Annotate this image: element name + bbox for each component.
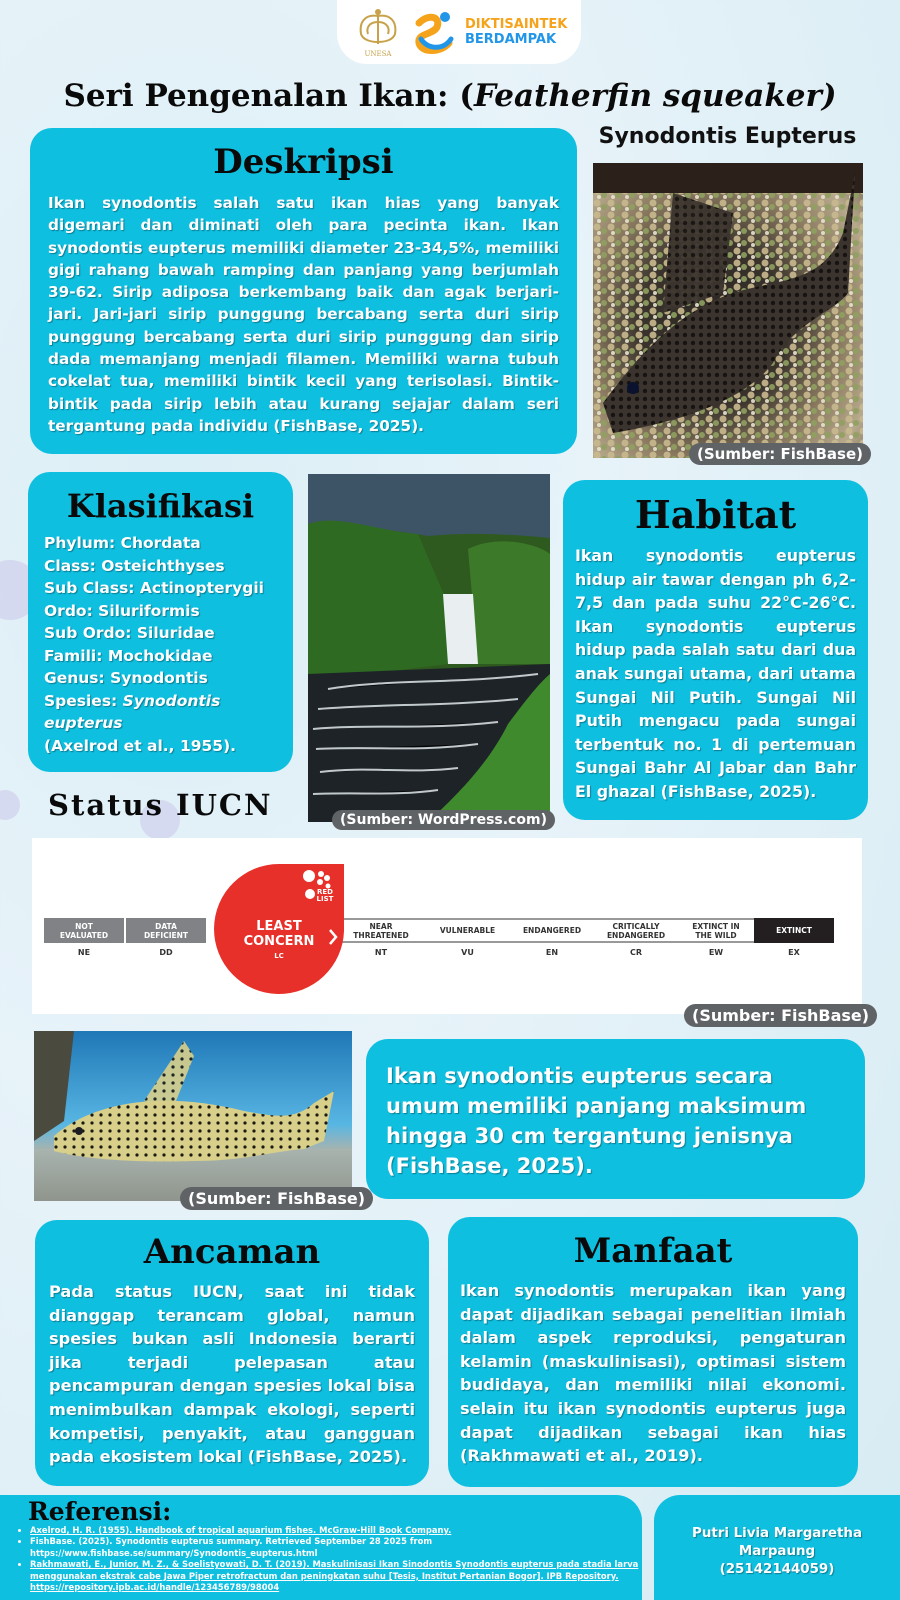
unesa-label: UNESA: [364, 50, 392, 58]
species-value: Synodontis eupterus: [44, 691, 221, 732]
iucn-code-ex: EX: [788, 948, 800, 957]
waterfall-photo: [308, 474, 550, 822]
page-title: [0, 78, 900, 114]
reference-text[interactable]: Rakhmawati, E., Junior, M. Z., & Soelistyowati, D. T. (2019). Maskulinisasi Ikan Sinodontis Synodontis eupterus pada stadia larva menggunakan ekstrak cabe Jawa Piper retrofractum dan peningkatan suhu [Tesis, Institut Pertanian Bogor]. IPB Repository. https://repository.ipb.ac.id/handle/123456789/98004: [30, 1559, 639, 1593]
klasifikasi-item: Ordo: Siluriformis: [44, 601, 200, 620]
iucn-category-en: ENDANGERED: [510, 918, 594, 943]
iucn-category-cr: CRITICALLY ENDANGERED: [594, 918, 678, 943]
referensi-list: [30, 1525, 642, 1593]
iucn-category-ex: EXTINCT: [754, 918, 834, 943]
klasifikasi-item: Phylum: Chordata: [44, 534, 201, 552]
iucn-category-nt: NEAR THREATENED: [337, 918, 425, 943]
reference-text[interactable]: Axelrod, H. R. (1955). Handbook of tropical aquarium fishes. McGraw-Hill Book Company.: [30, 1525, 452, 1535]
ancaman-panel: [35, 1220, 429, 1486]
referensi-heading: Referensi:: [28, 1497, 172, 1526]
iucn-highlight-badge: [214, 864, 344, 998]
klasifikasi-species: [44, 690, 277, 735]
diktisaintek-line2: BERDAMPAK: [465, 32, 557, 47]
redlist-label-1: RED: [317, 888, 333, 896]
klasifikasi-item: Sub Ordo: Siluridae: [44, 624, 215, 642]
iucn-code-en: EN: [545, 948, 559, 957]
klasifikasi-item: Sub Class: Actinopterygii: [44, 579, 264, 597]
title-common-name: Featherfin squeaker): [473, 78, 837, 114]
redlist-label-2: LIST: [316, 895, 334, 903]
waterfall-photo-caption: (Sumber: WordPress.com): [332, 810, 555, 830]
author-name: Putri Livia Margaretha Marpaung: [692, 1526, 862, 1559]
iucn-category-ne: NOT EVALUATED: [44, 918, 124, 943]
klasifikasi-heading: Klasifikasi: [66, 487, 255, 525]
reference-item[interactable]: [30, 1559, 642, 1593]
reference-item[interactable]: [30, 1525, 642, 1536]
ancaman-heading: Ancaman: [143, 1232, 321, 1272]
manfaat-text: Ikan synodontis merupakan ikan yang dapat dijadikan sebagai penelitian ilmiah dalam aspek reproduksi, pengaturan kelamin (maskulinisasi), optimasi sistem budidaya, dan memiliki nilai ekonomi. selain itu ikan synodontis eupterus juga dapat dijadikan sebagai ikan hias (Rakhmawati et al., 2019).: [460, 1281, 846, 1466]
klasifikasi-item: Genus: Synodontis: [44, 669, 208, 687]
habitat-panel: [563, 480, 868, 820]
habitat-heading: Habitat: [634, 492, 797, 537]
decor-bubble: [0, 790, 20, 820]
reference-text[interactable]: FishBase. (2025). Synodontis eupterus summary. Retrieved September 28 2025 from https://www.fishbase.se/summary/Synodontis_eupterus.html: [30, 1536, 433, 1558]
logo-bar: [337, 0, 581, 64]
author-id: (25142144059): [719, 1562, 835, 1577]
ukuran-text: Ikan synodontis eupterus secara umum memiliki panjang maksimum hingga 30 cm tergantung jenisnya (FishBase, 2025).: [386, 1064, 807, 1178]
iucn-heading: Status IUCN: [48, 788, 273, 822]
author-panel: [654, 1495, 900, 1600]
iucn-code-ew: EW: [708, 948, 724, 957]
fish-photo-bottom: [34, 1031, 352, 1201]
ancaman-text: Pada status IUCN, saat ini tidak dianggap terancam global, namun spesies bukan asli Indonesia berarti jika terjadi pelepasan atau pencampuran dengan spesies lokal bisa menimbulkan dampak ekologi, seperti kompetisi, penyakit, atau gangguan pada ekosistem lokal (FishBase, 2025).: [49, 1282, 415, 1467]
fish-photo-top: [593, 163, 863, 458]
species-label: Spesies:: [44, 691, 123, 710]
iucn-code-cr: CR: [629, 948, 643, 957]
iucn-code-nt: NT: [374, 948, 388, 957]
deskripsi-text: Ikan synodontis salah satu ikan hias yang banyak digemari dan diminati oleh para pecinta ikan. Ikan synodontis eupterus memiliki diameter 23-34,5%, memiliki gigi rahang bawah ramping dan panjang yang berjumlah 39-62. Sirip adiposa berkembang baik dan agak berjari-jari. Jari-jari sirip punggung bercabang serta duri sirip punggung bercabang serta duri sirip punggung dan sirip dada memanjang menjadi filamen. Memiliki warna tubuh cokelat tua, memiliki bintik kecil yang terisolasi. Bintik-bintik pada sirip lebih atau kurang sejajar dalam seri tergantung pada individu (FishBase, 2025).: [48, 194, 559, 435]
least-concern-code: LC: [274, 952, 284, 960]
diktisaintek-logo-icon: [411, 9, 457, 55]
photo-top-caption: (Sumber: FishBase): [689, 443, 871, 465]
klasifikasi-citation: (Axelrod et al., 1955).: [44, 736, 237, 755]
iucn-code-dd: DD: [159, 948, 173, 957]
ukuran-panel: [366, 1039, 865, 1199]
habitat-text: Ikan synodontis eupterus hidup air tawar dengan ph 6,2-7,5 dan pada suhu 22°C-26°C. Ikan synodontis eupterus hidup pada salah satu dari dua anak sungai utama, dari utama Sungai Nil Putih. Sungai Nil Putih mengacu pada sungai terbentuk no. 1 di pertemuan Sungai Bahr Al Jabar dan Bahr El ghazal (FishBase, 2025).: [575, 546, 856, 801]
klasifikasi-item: Famili: Mochokidae: [44, 646, 213, 665]
iucn-status-chart: [32, 838, 862, 1014]
klasifikasi-item: Class: Osteichthyses: [44, 556, 225, 575]
deskripsi-heading: Deskripsi: [213, 142, 394, 182]
iucn-code-ne: NE: [77, 948, 91, 957]
manfaat-heading: Manfaat: [573, 1231, 733, 1271]
least-concern-line2: CONCERN: [243, 934, 315, 949]
klasifikasi-panel: [28, 472, 293, 772]
iucn-category-vu: VULNERABLE: [425, 918, 510, 943]
klasifikasi-list: [44, 532, 277, 757]
iucn-caption: (Sumber: FishBase): [684, 1004, 877, 1027]
deskripsi-panel: [30, 128, 577, 454]
reference-item[interactable]: [30, 1536, 642, 1559]
photo-bottom-caption: (Sumber: FishBase): [180, 1187, 373, 1210]
referensi-panel: [0, 1495, 642, 1600]
iucn-category-ew: EXTINCT IN THE WILD: [678, 918, 754, 943]
manfaat-panel: [448, 1217, 858, 1487]
iucn-code-vu: VU: [461, 948, 474, 957]
diktisaintek-line1: DIKTISAINTEK: [465, 17, 568, 32]
least-concern-line1: LEAST: [256, 919, 302, 934]
iucn-category-dd: DATA DEFICIENT: [126, 918, 206, 943]
title-prefix: Seri Pengenalan Ikan: (: [63, 78, 474, 114]
species-name: Synodontis Eupterus: [598, 124, 857, 149]
diktisaintek-wordmark: [465, 17, 567, 47]
unesa-logo: [353, 4, 403, 60]
